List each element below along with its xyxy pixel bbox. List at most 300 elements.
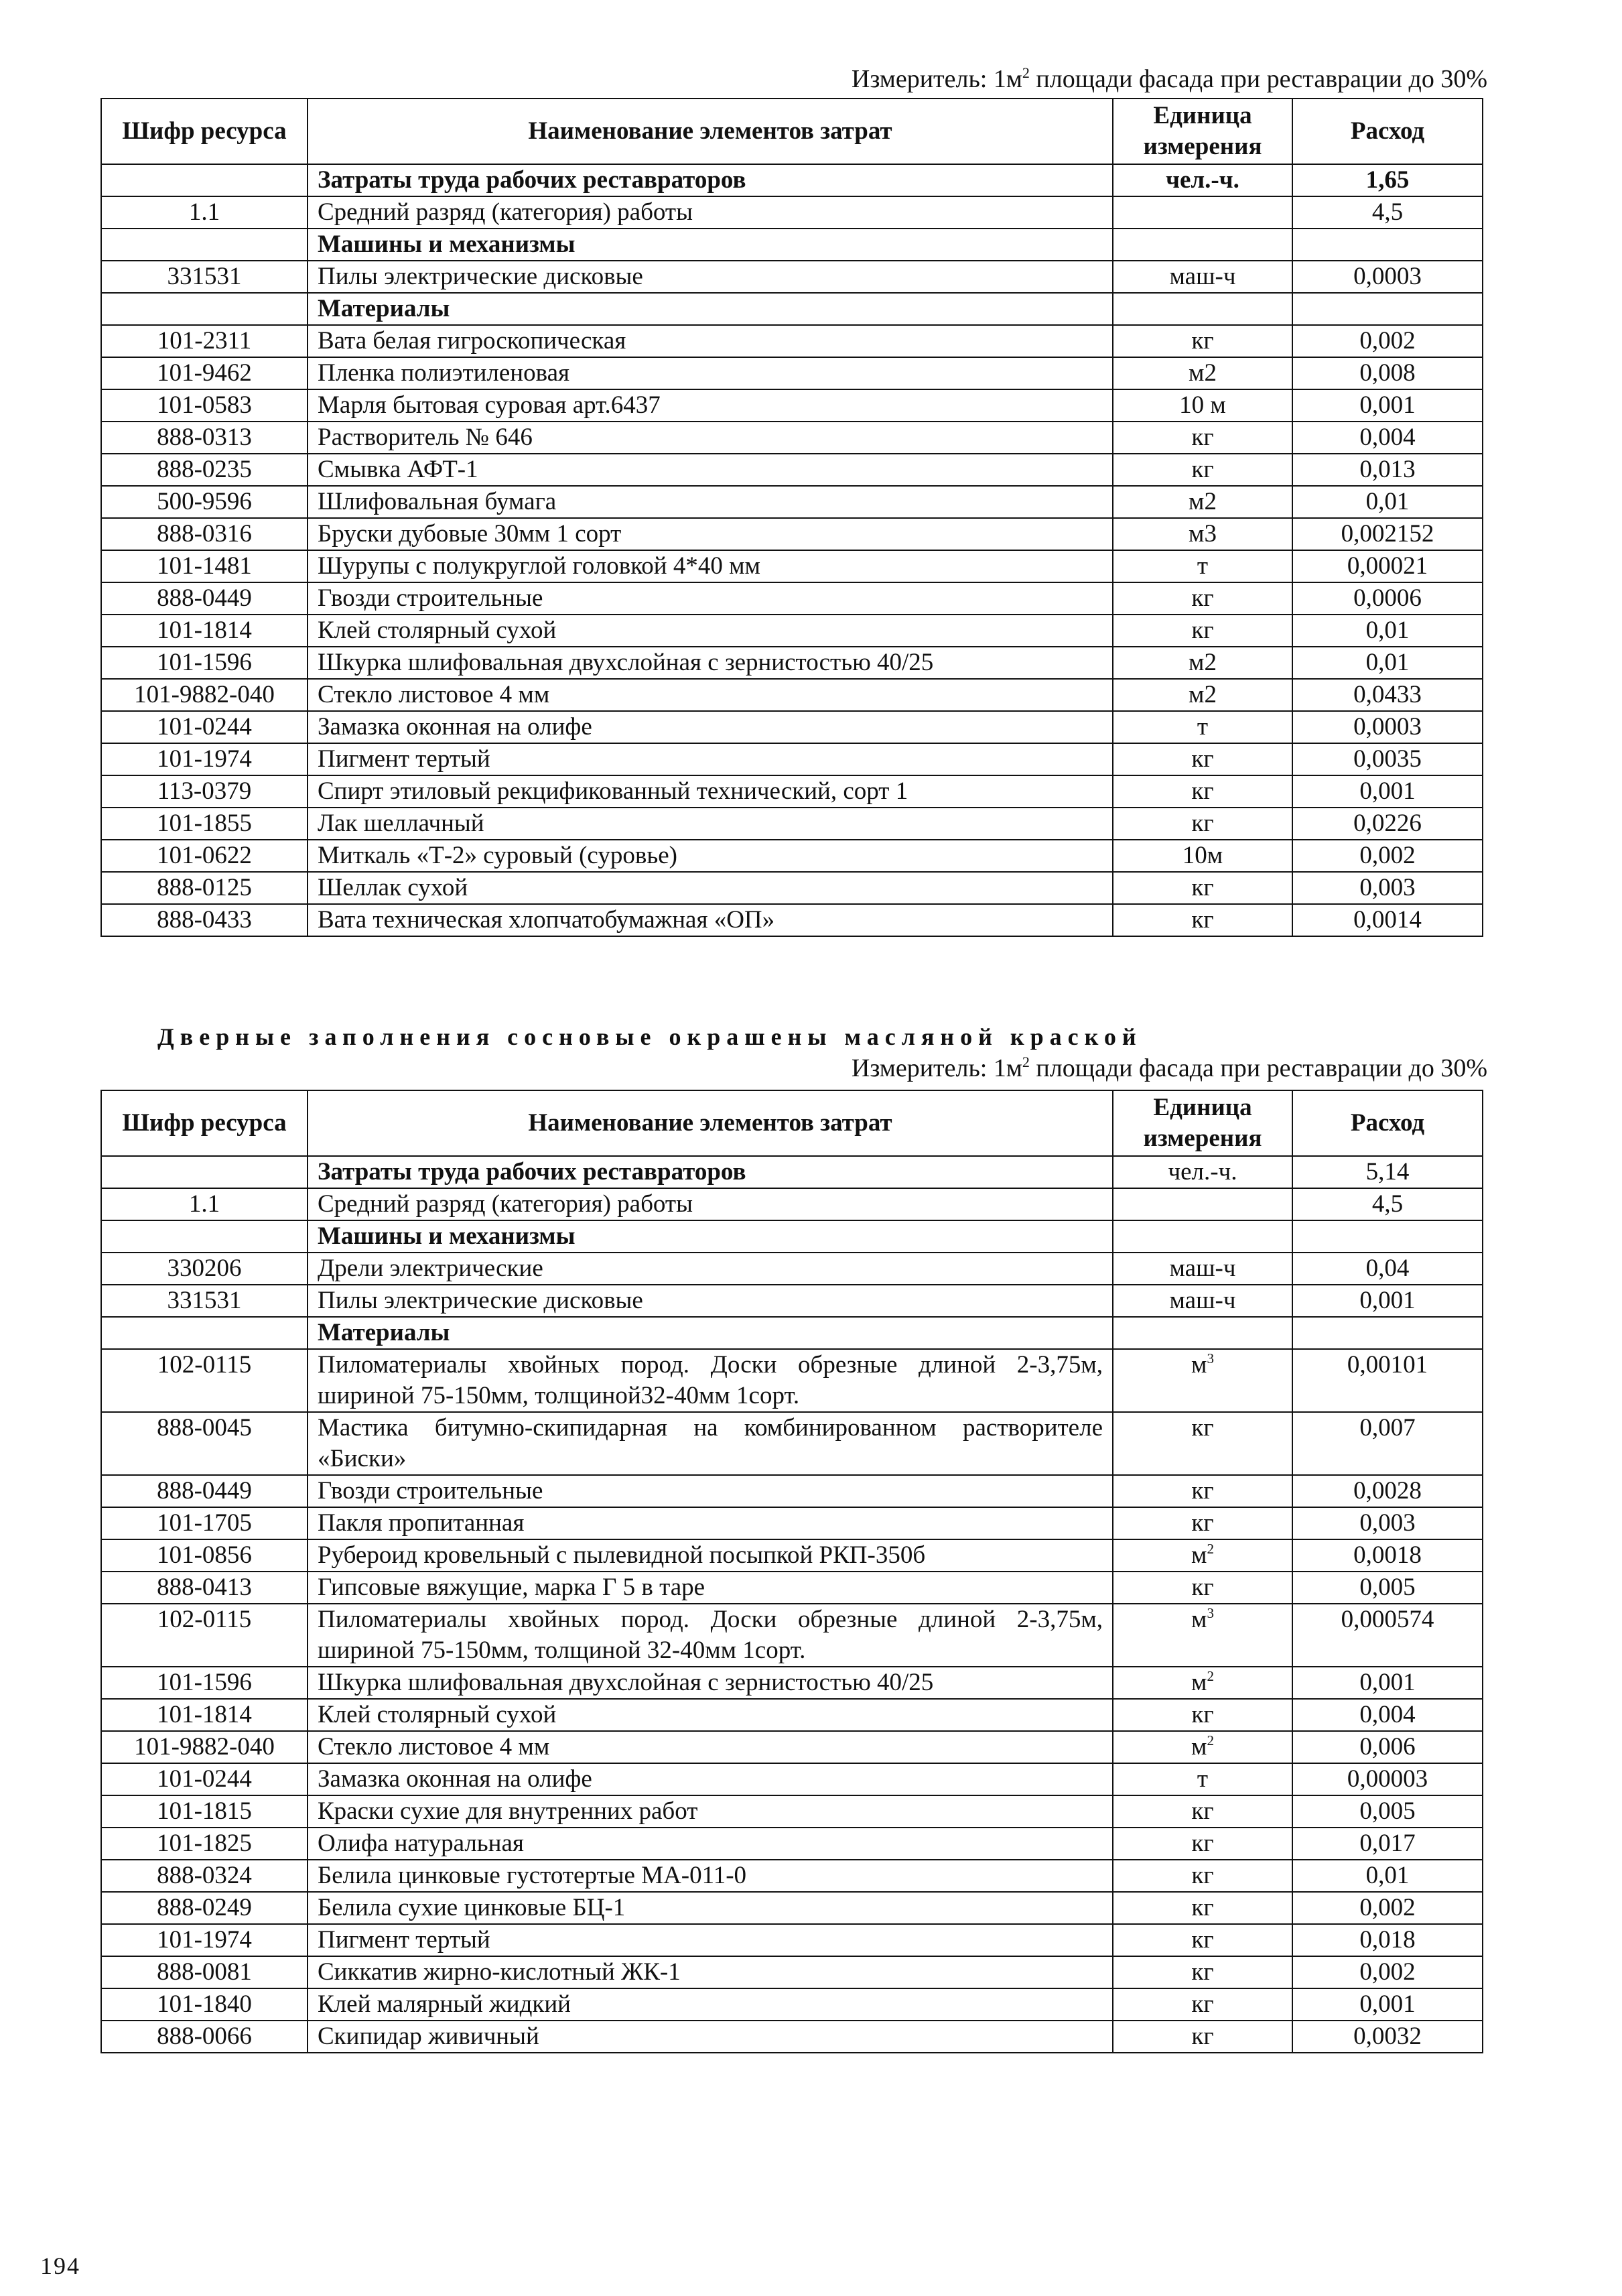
resource-unit — [1113, 1828, 1292, 1860]
resource-value: 0,0006 — [1292, 582, 1483, 615]
resource-unit — [1113, 1604, 1292, 1667]
table-row — [101, 1475, 1483, 1507]
resource-name: Гвозди строительные — [308, 582, 1113, 615]
table-row — [101, 229, 1483, 261]
resource-value: 0,0226 — [1292, 808, 1483, 840]
table-row — [101, 1285, 1483, 1317]
table-row — [101, 840, 1483, 872]
resource-code: 888-0313 — [101, 422, 308, 454]
measure-caption-2 — [852, 1054, 1487, 1083]
resource-name: Лак шеллачный — [308, 808, 1113, 840]
unit-text: м — [1191, 1541, 1207, 1569]
resource-code: 101-1825 — [101, 1828, 308, 1860]
resource-unit — [1113, 1475, 1292, 1507]
resource-unit — [1113, 679, 1292, 711]
table-row — [101, 261, 1483, 293]
unit-text: кг — [1191, 617, 1214, 644]
table-row — [101, 615, 1483, 647]
resource-code: 888-0235 — [101, 454, 308, 486]
resource-name: Стекло листовое 4 мм — [308, 1731, 1113, 1763]
unit-text: кг — [1191, 424, 1214, 451]
resource-unit — [1113, 1285, 1292, 1317]
resource-value: 0,008 — [1292, 357, 1483, 389]
resource-value: 0,004 — [1292, 1699, 1483, 1731]
unit-text: кг — [1191, 906, 1214, 934]
resource-name: Стекло листовое 4 мм — [308, 679, 1113, 711]
unit-text: кг — [1191, 1701, 1214, 1728]
table-row — [101, 1699, 1483, 1731]
table-header-row — [101, 99, 1483, 164]
table-row — [101, 293, 1483, 325]
resource-code: 888-0316 — [101, 518, 308, 550]
resource-value: 0,013 — [1292, 454, 1483, 486]
header-unit: Единица измерения — [1113, 1090, 1292, 1156]
resource-name: Пленка полиэтиленовая — [308, 357, 1113, 389]
resource-value: 0,005 — [1292, 1795, 1483, 1828]
resource-value: 0,01 — [1292, 486, 1483, 518]
resource-value: 0,001 — [1292, 775, 1483, 808]
table-row — [101, 454, 1483, 486]
resource-name: Дрели электрические — [308, 1253, 1113, 1285]
table-1-body — [101, 164, 1483, 936]
measure-prefix: Измеритель: 1м — [851, 65, 1022, 93]
resource-name: Средний разряд (категория) работы — [308, 1188, 1113, 1220]
table-row — [101, 1892, 1483, 1924]
resource-value: 0,00003 — [1292, 1763, 1483, 1795]
resource-code: 101-9882-040 — [101, 1731, 308, 1763]
resource-name: Белила цинковые густотертые МА-011-0 — [308, 1860, 1113, 1892]
resource-value: 0,000574 — [1292, 1604, 1483, 1667]
resource-unit — [1113, 454, 1292, 486]
unit-text: м2 — [1189, 649, 1217, 676]
table-row — [101, 389, 1483, 422]
resource-value — [1292, 1317, 1483, 1349]
resource-unit — [1113, 582, 1292, 615]
resource-unit — [1113, 904, 1292, 936]
resource-value: 0,001 — [1292, 1988, 1483, 2021]
resource-name: Сиккатив жирно-кислотный ЖК-1 — [308, 1956, 1113, 1988]
unit-text: чел.-ч. — [1166, 166, 1239, 194]
table-row — [101, 1763, 1483, 1795]
resource-value: 0,002 — [1292, 325, 1483, 357]
table-row — [101, 1731, 1483, 1763]
resource-value: 0,002 — [1292, 1956, 1483, 1988]
resource-unit — [1113, 1412, 1292, 1475]
resource-code: 101-9882-040 — [101, 679, 308, 711]
unit-text: т — [1197, 1765, 1209, 1793]
resource-code: 101-1814 — [101, 1699, 308, 1731]
resource-name: Марля бытовая суровая арт.6437 — [308, 389, 1113, 422]
resource-value: 0,00021 — [1292, 550, 1483, 582]
resource-value: 4,5 — [1292, 196, 1483, 229]
resource-name: Замазка оконная на олифе — [308, 711, 1113, 743]
table-2-body — [101, 1156, 1483, 2053]
table-row — [101, 1604, 1483, 1667]
unit-text: кг — [1191, 1414, 1214, 1442]
resource-unit — [1113, 1349, 1292, 1412]
resource-value: 0,003 — [1292, 1507, 1483, 1539]
table-row — [101, 1253, 1483, 1285]
unit-text: кг — [1191, 745, 1214, 773]
resource-value: 5,14 — [1292, 1156, 1483, 1188]
resource-code: 101-0244 — [101, 711, 308, 743]
resource-unit — [1113, 1699, 1292, 1731]
table-row — [101, 1156, 1483, 1188]
resource-name: Средний разряд (категория) работы — [308, 196, 1113, 229]
resource-code: 888-0045 — [101, 1412, 308, 1475]
table-row — [101, 486, 1483, 518]
unit-exponent: 2 — [1207, 1541, 1214, 1557]
table-row — [101, 1507, 1483, 1539]
header-name: Наименование элементов затрат — [308, 1090, 1113, 1156]
resource-value: 0,018 — [1292, 1924, 1483, 1956]
resource-name: Скипидар живичный — [308, 2021, 1113, 2053]
resource-value — [1292, 1220, 1483, 1253]
unit-text: кг — [1191, 1574, 1214, 1601]
resource-code: 888-0249 — [101, 1892, 308, 1924]
resource-name: Олифа натуральная — [308, 1828, 1113, 1860]
resource-code: 101-0622 — [101, 840, 308, 872]
resource-code: 500-9596 — [101, 486, 308, 518]
resource-unit — [1113, 422, 1292, 454]
resource-unit — [1113, 486, 1292, 518]
table-row — [101, 1539, 1483, 1572]
resource-value: 0,001 — [1292, 1667, 1483, 1699]
resource-code: 101-0244 — [101, 1763, 308, 1795]
resource-value: 0,0433 — [1292, 679, 1483, 711]
resource-name: Клей столярный сухой — [308, 615, 1113, 647]
unit-text: м — [1191, 1606, 1207, 1633]
resource-unit — [1113, 775, 1292, 808]
table-row — [101, 1188, 1483, 1220]
resource-value: 0,003 — [1292, 872, 1483, 904]
unit-text: маш-ч — [1169, 1255, 1236, 1282]
measure-exponent: 2 — [1022, 64, 1030, 81]
resource-unit — [1113, 1892, 1292, 1924]
resource-name: Машины и механизмы — [308, 1220, 1113, 1253]
resource-unit — [1113, 647, 1292, 679]
table-row — [101, 711, 1483, 743]
resource-name: Спирт этиловый рекцификованный технический, сорт 1 — [308, 775, 1113, 808]
resource-value: 0,001 — [1292, 389, 1483, 422]
resource-name: Шлифовальная бумага — [308, 486, 1113, 518]
resource-name: Пилы электрические дисковые — [308, 261, 1113, 293]
resource-unit — [1113, 1317, 1292, 1349]
unit-text: м2 — [1189, 359, 1217, 387]
header-name: Наименование элементов затрат — [308, 99, 1113, 164]
table-row — [101, 1349, 1483, 1412]
resource-unit — [1113, 1220, 1292, 1253]
page-number: 194 — [40, 2252, 80, 2279]
resource-name: Материалы — [308, 1317, 1113, 1349]
resource-unit — [1113, 1156, 1292, 1188]
resource-value: 0,04 — [1292, 1253, 1483, 1285]
table-row — [101, 872, 1483, 904]
unit-text: кг — [1191, 810, 1214, 837]
unit-text: м2 — [1189, 488, 1217, 515]
table-row — [101, 518, 1483, 550]
table-row — [101, 775, 1483, 808]
unit-text: м2 — [1189, 681, 1217, 708]
resource-name: Замазка оконная на олифе — [308, 1763, 1113, 1795]
table-row — [101, 582, 1483, 615]
resource-name: Бруски дубовые 30мм 1 сорт — [308, 518, 1113, 550]
resource-code: 101-9462 — [101, 357, 308, 389]
measure-suffix: площади фасада при реставрации до 30% — [1029, 1054, 1487, 1082]
unit-text: кг — [1191, 1509, 1214, 1537]
resource-name: Затраты труда рабочих реставраторов — [308, 164, 1113, 196]
resource-code: 101-1974 — [101, 743, 308, 775]
resource-code: 888-0081 — [101, 1956, 308, 1988]
resource-code — [101, 1220, 308, 1253]
table-row — [101, 1412, 1483, 1475]
resource-code — [101, 229, 308, 261]
unit-text: кг — [1191, 1862, 1214, 1889]
resource-code: 101-2311 — [101, 325, 308, 357]
header-value: Расход — [1292, 1090, 1483, 1156]
resource-code: 888-0125 — [101, 872, 308, 904]
table-row — [101, 743, 1483, 775]
resource-name: Мастика битумно-скипидарная на комбинированном растворителе «Биски» — [308, 1412, 1113, 1475]
resource-table-1 — [100, 98, 1483, 937]
unit-text: кг — [1191, 1830, 1214, 1857]
resource-code: 102-0115 — [101, 1604, 308, 1667]
table-row — [101, 1220, 1483, 1253]
resource-unit — [1113, 293, 1292, 325]
unit-exponent: 3 — [1207, 1350, 1214, 1366]
unit-text: кг — [1191, 456, 1214, 483]
table-row — [101, 164, 1483, 196]
resource-value: 0,002 — [1292, 840, 1483, 872]
resource-unit — [1113, 518, 1292, 550]
unit-text: кг — [1191, 2023, 1214, 2050]
resource-table-2 — [100, 1090, 1483, 2053]
resource-code: 888-0449 — [101, 1475, 308, 1507]
resource-name: Краски сухие для внутренних работ — [308, 1795, 1113, 1828]
header-unit: Единица измерения — [1113, 99, 1292, 164]
resource-code: 101-0856 — [101, 1539, 308, 1572]
table-row — [101, 1572, 1483, 1604]
resource-code — [101, 1317, 308, 1349]
resource-code: 888-0324 — [101, 1860, 308, 1892]
resource-code: 888-0413 — [101, 1572, 308, 1604]
resource-code: 101-1814 — [101, 615, 308, 647]
resource-name: Машины и механизмы — [308, 229, 1113, 261]
resource-value: 0,0018 — [1292, 1539, 1483, 1572]
resource-unit — [1113, 1507, 1292, 1539]
resource-name: Клей малярный жидкий — [308, 1988, 1113, 2021]
resource-value: 0,00101 — [1292, 1349, 1483, 1412]
table-row — [101, 647, 1483, 679]
resource-value: 0,017 — [1292, 1828, 1483, 1860]
resource-value: 0,0028 — [1292, 1475, 1483, 1507]
resource-name: Пиломатериалы хвойных пород. Доски обрезные длиной 2-3,75м, шириной 75-150мм, толщиной32-40мм 1сорт. — [308, 1349, 1113, 1412]
unit-exponent: 2 — [1207, 1668, 1214, 1684]
resource-value: 0,01 — [1292, 1860, 1483, 1892]
table-row — [101, 196, 1483, 229]
resource-value — [1292, 293, 1483, 325]
resource-name: Миткаль «Т-2» суровый (суровье) — [308, 840, 1113, 872]
resource-unit — [1113, 1924, 1292, 1956]
resource-name: Рубероид кровельный с пылевидной посыпкой РКП-350б — [308, 1539, 1113, 1572]
header-value: Расход — [1292, 99, 1483, 164]
resource-unit — [1113, 711, 1292, 743]
measure-prefix: Измеритель: 1м — [851, 1054, 1022, 1082]
resource-code: 101-1481 — [101, 550, 308, 582]
resource-value: 0,002152 — [1292, 518, 1483, 550]
resource-code — [101, 164, 308, 196]
unit-text: кг — [1191, 874, 1214, 901]
unit-text: кг — [1191, 777, 1214, 805]
resource-unit — [1113, 1795, 1292, 1828]
resource-unit — [1113, 1763, 1292, 1795]
table-row — [101, 357, 1483, 389]
table-row — [101, 1795, 1483, 1828]
resource-name: Материалы — [308, 293, 1113, 325]
resource-code: 888-0449 — [101, 582, 308, 615]
resource-code: 102-0115 — [101, 1349, 308, 1412]
resource-value: 0,002 — [1292, 1892, 1483, 1924]
resource-unit — [1113, 808, 1292, 840]
resource-name: Пилы электрические дисковые — [308, 1285, 1113, 1317]
resource-value: 0,0003 — [1292, 261, 1483, 293]
resource-name: Шеллак сухой — [308, 872, 1113, 904]
resource-unit — [1113, 1988, 1292, 2021]
table-row — [101, 1667, 1483, 1699]
resource-code: 101-1840 — [101, 1988, 308, 2021]
unit-exponent: 3 — [1207, 1605, 1214, 1621]
unit-text: маш-ч — [1169, 1287, 1236, 1314]
table-row — [101, 1956, 1483, 1988]
resource-name: Гипсовые вяжущие, марка Г 5 в таре — [308, 1572, 1113, 1604]
resource-code: 330206 — [101, 1253, 308, 1285]
resource-name: Пигмент тертый — [308, 743, 1113, 775]
resource-name: Растворитель № 646 — [308, 422, 1113, 454]
resource-unit — [1113, 550, 1292, 582]
unit-text: кг — [1191, 1797, 1214, 1825]
resource-code: 113-0379 — [101, 775, 308, 808]
resource-name: Шурупы с полукруглой головкой 4*40 мм — [308, 550, 1113, 582]
resource-unit — [1113, 1188, 1292, 1220]
resource-code: 1.1 — [101, 1188, 308, 1220]
table-row — [101, 1924, 1483, 1956]
resource-unit — [1113, 1572, 1292, 1604]
resource-name: Шкурка шлифовальная двухслойная с зернистостью 40/25 — [308, 647, 1113, 679]
resource-name: Затраты труда рабочих реставраторов — [308, 1156, 1113, 1188]
resource-code: 101-1974 — [101, 1924, 308, 1956]
resource-name: Белила сухие цинковые БЦ-1 — [308, 1892, 1113, 1924]
resource-value: 0,0003 — [1292, 711, 1483, 743]
resource-code: 331531 — [101, 261, 308, 293]
unit-text: м — [1191, 1351, 1207, 1379]
table-row — [101, 325, 1483, 357]
resource-value: 0,0032 — [1292, 2021, 1483, 2053]
resource-code: 101-0583 — [101, 389, 308, 422]
resource-code: 101-1705 — [101, 1507, 308, 1539]
unit-text: чел.-ч. — [1168, 1158, 1237, 1186]
resource-value: 1,65 — [1292, 164, 1483, 196]
table-row — [101, 2021, 1483, 2053]
resource-unit — [1113, 325, 1292, 357]
unit-text: кг — [1191, 327, 1214, 355]
table-row — [101, 904, 1483, 936]
section-title: Дверные заполнения сосновые окрашены масляной краской — [157, 1023, 1142, 1050]
resource-unit — [1113, 357, 1292, 389]
unit-exponent: 2 — [1207, 1732, 1214, 1748]
header-code: Шифр ресурса — [101, 1090, 308, 1156]
resource-unit — [1113, 1860, 1292, 1892]
resource-unit — [1113, 1253, 1292, 1285]
resource-name: Пиломатериалы хвойных пород. Доски обрезные длиной 2-3,75м, шириной 75-150мм, толщиной 32-40мм 1сорт. — [308, 1604, 1113, 1667]
resource-code: 101-1596 — [101, 647, 308, 679]
unit-text: м — [1191, 1733, 1207, 1761]
resource-value: 0,01 — [1292, 647, 1483, 679]
table-row — [101, 422, 1483, 454]
resource-code — [101, 293, 308, 325]
resource-code: 101-1815 — [101, 1795, 308, 1828]
resource-unit — [1113, 261, 1292, 293]
unit-text: 10 м — [1179, 391, 1226, 419]
resource-value: 0,004 — [1292, 422, 1483, 454]
resource-unit — [1113, 872, 1292, 904]
unit-text: м — [1191, 1669, 1207, 1696]
resource-unit — [1113, 615, 1292, 647]
resource-code: 888-0066 — [101, 2021, 308, 2053]
resource-value: 0,0014 — [1292, 904, 1483, 936]
resource-name: Вата техническая хлопчатобумажная «ОП» — [308, 904, 1113, 936]
resource-code: 1.1 — [101, 196, 308, 229]
table-header-row — [101, 1090, 1483, 1156]
resource-value: 4,5 — [1292, 1188, 1483, 1220]
resource-value: 0,0035 — [1292, 743, 1483, 775]
resource-code: 888-0433 — [101, 904, 308, 936]
resource-code: 101-1596 — [101, 1667, 308, 1699]
resource-code — [101, 1156, 308, 1188]
resource-value: 0,006 — [1292, 1731, 1483, 1763]
resource-value: 0,001 — [1292, 1285, 1483, 1317]
resource-unit — [1113, 1956, 1292, 1988]
table-row — [101, 550, 1483, 582]
resource-name: Пигмент тертый — [308, 1924, 1113, 1956]
unit-text: кг — [1191, 1926, 1214, 1954]
unit-text: т — [1197, 713, 1209, 741]
resource-unit — [1113, 840, 1292, 872]
table-row — [101, 1860, 1483, 1892]
resource-value — [1292, 229, 1483, 261]
unit-text: м3 — [1189, 520, 1217, 548]
resource-unit — [1113, 1667, 1292, 1699]
unit-text: т — [1197, 552, 1209, 580]
unit-text: 10м — [1182, 842, 1223, 869]
resource-name: Пакля пропитанная — [308, 1507, 1113, 1539]
table-row — [101, 679, 1483, 711]
resource-code: 331531 — [101, 1285, 308, 1317]
resource-name: Клей столярный сухой — [308, 1699, 1113, 1731]
resource-name: Вата белая гигроскопическая — [308, 325, 1113, 357]
unit-text: кг — [1191, 584, 1214, 612]
resource-unit — [1113, 164, 1292, 196]
table-row — [101, 1317, 1483, 1349]
header-code: Шифр ресурса — [101, 99, 308, 164]
unit-text: кг — [1191, 1958, 1214, 1986]
resource-value: 0,01 — [1292, 615, 1483, 647]
measure-exponent: 2 — [1022, 1054, 1030, 1070]
resource-code: 101-1855 — [101, 808, 308, 840]
resource-name: Гвозди строительные — [308, 1475, 1113, 1507]
table-row — [101, 1828, 1483, 1860]
resource-unit — [1113, 1539, 1292, 1572]
resource-unit — [1113, 389, 1292, 422]
